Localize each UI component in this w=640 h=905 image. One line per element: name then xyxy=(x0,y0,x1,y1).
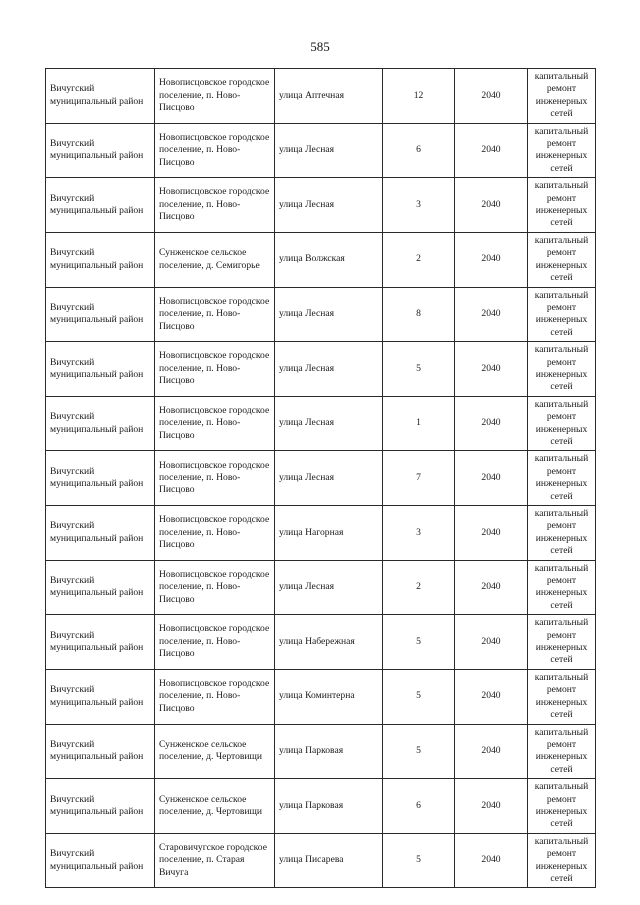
street-cell: улица Нагорная xyxy=(275,506,383,561)
house-number-cell: 8 xyxy=(383,287,455,342)
work-type-cell: капитальный ремонт инженерных сетей xyxy=(528,123,596,178)
house-number-cell: 6 xyxy=(383,123,455,178)
street-cell: улица Аптечная xyxy=(275,69,383,124)
year-cell: 2040 xyxy=(455,779,528,834)
settlement-cell: Новописцовское городское поселение, п. Ново-Писцово xyxy=(155,506,275,561)
year-cell: 2040 xyxy=(455,287,528,342)
settlement-cell: Старовичугское городское поселение, п. Старая Вичуга xyxy=(155,833,275,888)
house-number-cell: 3 xyxy=(383,178,455,233)
page-number: 585 xyxy=(310,39,330,54)
year-cell: 2040 xyxy=(455,451,528,506)
district-cell: Вичугский муниципальный район xyxy=(46,396,155,451)
street-cell: улица Волжская xyxy=(275,232,383,287)
table-row xyxy=(46,451,596,506)
settlement-cell: Новописцовское городское поселение, п. Ново-Писцово xyxy=(155,123,275,178)
year-cell: 2040 xyxy=(455,615,528,670)
table-row xyxy=(46,560,596,615)
settlement-cell: Сунженское сельское поселение, д. Семигорье xyxy=(155,232,275,287)
district-cell: Вичугский муниципальный район xyxy=(46,724,155,779)
street-cell: улица Коминтерна xyxy=(275,669,383,724)
year-cell: 2040 xyxy=(455,396,528,451)
settlement-cell: Новописцовское городское поселение, п. Ново-Писцово xyxy=(155,69,275,124)
settlement-cell: Новописцовское городское поселение, п. Ново-Писцово xyxy=(155,560,275,615)
work-type-cell: капитальный ремонт инженерных сетей xyxy=(528,724,596,779)
work-type-cell: капитальный ремонт инженерных сетей xyxy=(528,451,596,506)
year-cell: 2040 xyxy=(455,833,528,888)
house-number-cell: 7 xyxy=(383,451,455,506)
settlement-cell: Новописцовское городское поселение, п. Ново-Писцово xyxy=(155,669,275,724)
year-cell: 2040 xyxy=(455,123,528,178)
house-number-cell: 5 xyxy=(383,833,455,888)
year-cell: 2040 xyxy=(455,232,528,287)
year-cell: 2040 xyxy=(455,506,528,561)
work-type-cell: капитальный ремонт инженерных сетей xyxy=(528,615,596,670)
district-cell: Вичугский муниципальный район xyxy=(46,779,155,834)
work-type-cell: капитальный ремонт инженерных сетей xyxy=(528,669,596,724)
house-number-cell: 2 xyxy=(383,232,455,287)
table-row xyxy=(46,669,596,724)
street-cell: улица Лесная xyxy=(275,342,383,397)
work-type-cell: капитальный ремонт инженерных сетей xyxy=(528,232,596,287)
table-row xyxy=(46,396,596,451)
work-type-cell: капитальный ремонт инженерных сетей xyxy=(528,342,596,397)
year-cell: 2040 xyxy=(455,342,528,397)
settlement-cell: Новописцовское городское поселение, п. Ново-Писцово xyxy=(155,287,275,342)
street-cell: улица Лесная xyxy=(275,287,383,342)
district-cell: Вичугский муниципальный район xyxy=(46,178,155,233)
work-type-cell: капитальный ремонт инженерных сетей xyxy=(528,833,596,888)
district-cell: Вичугский муниципальный район xyxy=(46,69,155,124)
settlement-cell: Сунженское сельское поселение, д. Чертовищи xyxy=(155,724,275,779)
house-number-cell: 6 xyxy=(383,779,455,834)
table-row xyxy=(46,779,596,834)
table-row xyxy=(46,833,596,888)
work-type-cell: капитальный ремонт инженерных сетей xyxy=(528,396,596,451)
street-cell: улица Писарева xyxy=(275,833,383,888)
street-cell: улица Лесная xyxy=(275,123,383,178)
year-cell: 2040 xyxy=(455,178,528,233)
district-cell: Вичугский муниципальный район xyxy=(46,342,155,397)
table-row xyxy=(46,342,596,397)
year-cell: 2040 xyxy=(455,560,528,615)
settlement-cell: Сунженское сельское поселение, д. Чертовищи xyxy=(155,779,275,834)
house-number-cell: 5 xyxy=(383,615,455,670)
work-type-cell: капитальный ремонт инженерных сетей xyxy=(528,287,596,342)
table-row xyxy=(46,287,596,342)
street-cell: улица Лесная xyxy=(275,451,383,506)
table-row xyxy=(46,232,596,287)
table-row xyxy=(46,615,596,670)
district-cell: Вичугский муниципальный район xyxy=(46,833,155,888)
district-cell: Вичугский муниципальный район xyxy=(46,451,155,506)
street-cell: улица Парковая xyxy=(275,724,383,779)
district-cell: Вичугский муниципальный район xyxy=(46,615,155,670)
house-number-cell: 12 xyxy=(383,69,455,124)
settlement-cell: Новописцовское городское поселение, п. Ново-Писцово xyxy=(155,451,275,506)
table-row xyxy=(46,123,596,178)
street-cell: улица Набережная xyxy=(275,615,383,670)
settlement-cell: Новописцовское городское поселение, п. Ново-Писцово xyxy=(155,178,275,233)
district-cell: Вичугский муниципальный район xyxy=(46,287,155,342)
settlement-cell: Новописцовское городское поселение, п. Ново-Писцово xyxy=(155,396,275,451)
work-type-cell: капитальный ремонт инженерных сетей xyxy=(528,506,596,561)
house-number-cell: 5 xyxy=(383,342,455,397)
table-body xyxy=(46,69,596,888)
district-cell: Вичугский муниципальный район xyxy=(46,506,155,561)
year-cell: 2040 xyxy=(455,69,528,124)
street-cell: улица Лесная xyxy=(275,396,383,451)
work-type-cell: капитальный ремонт инженерных сетей xyxy=(528,560,596,615)
house-number-cell: 1 xyxy=(383,396,455,451)
table-row xyxy=(46,506,596,561)
work-type-cell: капитальный ремонт инженерных сетей xyxy=(528,178,596,233)
street-cell: улица Парковая xyxy=(275,779,383,834)
year-cell: 2040 xyxy=(455,724,528,779)
district-cell: Вичугский муниципальный район xyxy=(46,560,155,615)
table-row xyxy=(46,178,596,233)
table-row xyxy=(46,69,596,124)
house-number-cell: 3 xyxy=(383,506,455,561)
street-cell: улица Лесная xyxy=(275,178,383,233)
house-number-cell: 2 xyxy=(383,560,455,615)
settlement-cell: Новописцовское городское поселение, п. Ново-Писцово xyxy=(155,342,275,397)
house-number-cell: 5 xyxy=(383,669,455,724)
street-cell: улица Лесная xyxy=(275,560,383,615)
settlement-cell: Новописцовское городское поселение, п. Ново-Писцово xyxy=(155,615,275,670)
housing-register-table xyxy=(45,68,596,888)
district-cell: Вичугский муниципальный район xyxy=(46,232,155,287)
district-cell: Вичугский муниципальный район xyxy=(46,669,155,724)
work-type-cell: капитальный ремонт инженерных сетей xyxy=(528,779,596,834)
work-type-cell: капитальный ремонт инженерных сетей xyxy=(528,69,596,124)
table-row xyxy=(46,724,596,779)
district-cell: Вичугский муниципальный район xyxy=(46,123,155,178)
year-cell: 2040 xyxy=(455,669,528,724)
house-number-cell: 5 xyxy=(383,724,455,779)
